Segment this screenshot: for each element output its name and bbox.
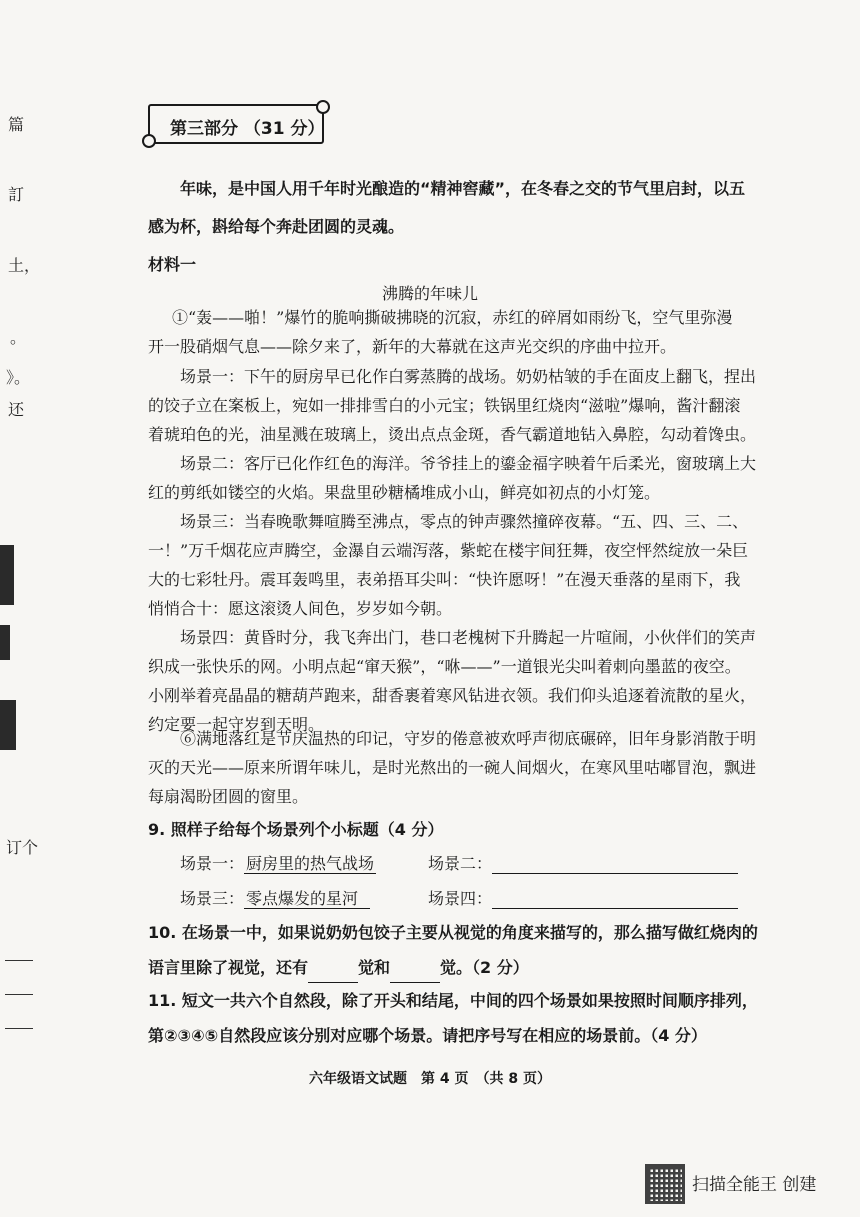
passage-paragraph-2: 场景一：下午的厨房早已化作白雾蒸腾的战场。奶奶枯皱的手在面皮上翻飞，捏出 的饺子立在案板上，宛如一排排雪白的小元宝；铁锅里红烧肉“滋啦”爆响，酱汁翻滚 着琥珀色的光，油星溅在玻璃上，烫出点点金斑，香气霸道地钻入鼻腔，勾动着馋虫。	[148, 367, 757, 444]
q9-scene-4: 场景四：	[428, 886, 738, 909]
q9-scene-1-answer: 厨房里的热气战场	[246, 854, 375, 873]
edge-fragment: 訂	[8, 185, 25, 204]
passage-paragraph-5: 场景四：黄昏时分，我飞奔出门，巷口老槐树下升腾起一片喧闹，小伙伴们的笑声 织成一张快乐的网。小明点起“窜天猴”，“咻——”一道银光尖叫着刺向墨蓝的夜空。 小刚举着亮晶晶的糖葫芦跑来，甜香裹着寒风钻进衣领。我们仰头追逐着流散的星火， 约定要一起守岁到天明。	[148, 628, 757, 734]
passage-title: 沸腾的年味儿	[381, 284, 478, 303]
edge-rule	[5, 1028, 33, 1029]
q9-scene-3: 场景三： 零点爆发的星河	[180, 886, 370, 909]
passage-paragraph-4: 场景三：当春晚歌舞喧腾至沸点，零点的钟声骤然撞碎夜幕。“五、四、三、二、 一！”万千烟花应声腾空，金瀑自云端泻落，紫蛇在楼宇间狂舞，夜空怦然绽放一朵巨 大的七彩牡丹。震耳轰鸣里，表弟捂耳尖叫：“快许愿呀！”在漫天垂落的星雨下，我 悄悄合十：愿这滚烫人间色，岁岁如今朝。	[148, 512, 749, 618]
passage-paragraph-6: ⑥满地落红是节庆温热的印记，守岁的倦意被欢呼声彻底碾碎，旧年身影消散于明 灭的天光——原来所谓年味儿，是时光熬出的一碗人间烟火，在寒风里咕嘟冒泡，飘进 每扇渴盼团圆的窗里。	[148, 729, 757, 806]
binding-mark	[0, 700, 16, 750]
q9-scene-3-answer: 零点爆发的星河	[244, 889, 370, 909]
question-10: 10. 在场景一中，如果说奶奶包饺子主要从视觉的角度来描写的，那么描写做红烧肉的 语言里除了视觉，还有 觉和 觉。（2 分）	[148, 918, 776, 983]
q9-scene-4-blank[interactable]	[492, 889, 738, 909]
question-9-stem: 9. 照样子给每个场景列个小标题（4 分）	[148, 820, 444, 839]
q9-scene-2-blank[interactable]	[492, 854, 738, 874]
q9-scene-2: 场景二：	[428, 851, 738, 874]
binding-mark	[0, 625, 10, 660]
edge-fragment: 订个	[6, 838, 39, 857]
edge-fragment: 。	[10, 328, 27, 347]
question-11: 11. 短文一共六个自然段，除了开头和结尾，中间的四个场景如果按照时间顺序排列， 第②③④⑤自然段应该分别对应哪个场景。请把序号写在相应的场景前。（4 分）	[148, 991, 758, 1045]
q9-scene-1: 场景一： 厨房里的热气战场	[180, 854, 375, 873]
q10-blank-2[interactable]	[390, 953, 440, 983]
q10-blank-1[interactable]	[308, 953, 358, 983]
edge-fragment: 土，	[8, 256, 41, 275]
intro-paragraph: 年味，是中国人用千年时光酿造的“精神窖藏”，在冬春之交的节气里启封，以五 感为杯，斟给每个奔赴团圆的灵魂。	[148, 179, 746, 236]
passage-paragraph-1: ①“轰——啪！”爆竹的脆响撕破拂晓的沉寂，赤红的碎屑如雨纷飞，空气里弥漫 开一股硝烟气息——除夕来了，新年的大幕就在这声光交织的序曲中拉开。	[148, 308, 733, 356]
section-banner: 第三部分 （31 分）	[148, 104, 324, 144]
page-footer: 六年级语文试题 第 4 页 （共 8 页）	[309, 1071, 551, 1087]
edge-fragment: 篇	[8, 115, 25, 134]
edge-fragment: 还	[8, 400, 25, 419]
edge-fragment: 》。	[6, 368, 31, 387]
edge-rule	[5, 994, 33, 995]
binding-mark	[0, 545, 14, 605]
passage-paragraph-3: 场景二：客厅已化作红色的海洋。爷爷挂上的鎏金福字映着午后柔光，窗玻璃上大 红的剪纸如镂空的火焰。果盘里砂糖橘堆成小山，鲜亮如初点的小灯笼。	[148, 454, 757, 502]
qr-code-icon	[645, 1164, 685, 1204]
material-label: 材料一	[148, 255, 197, 274]
edge-rule	[5, 960, 33, 961]
scanner-watermark: 扫描全能王 创建	[692, 1175, 817, 1195]
